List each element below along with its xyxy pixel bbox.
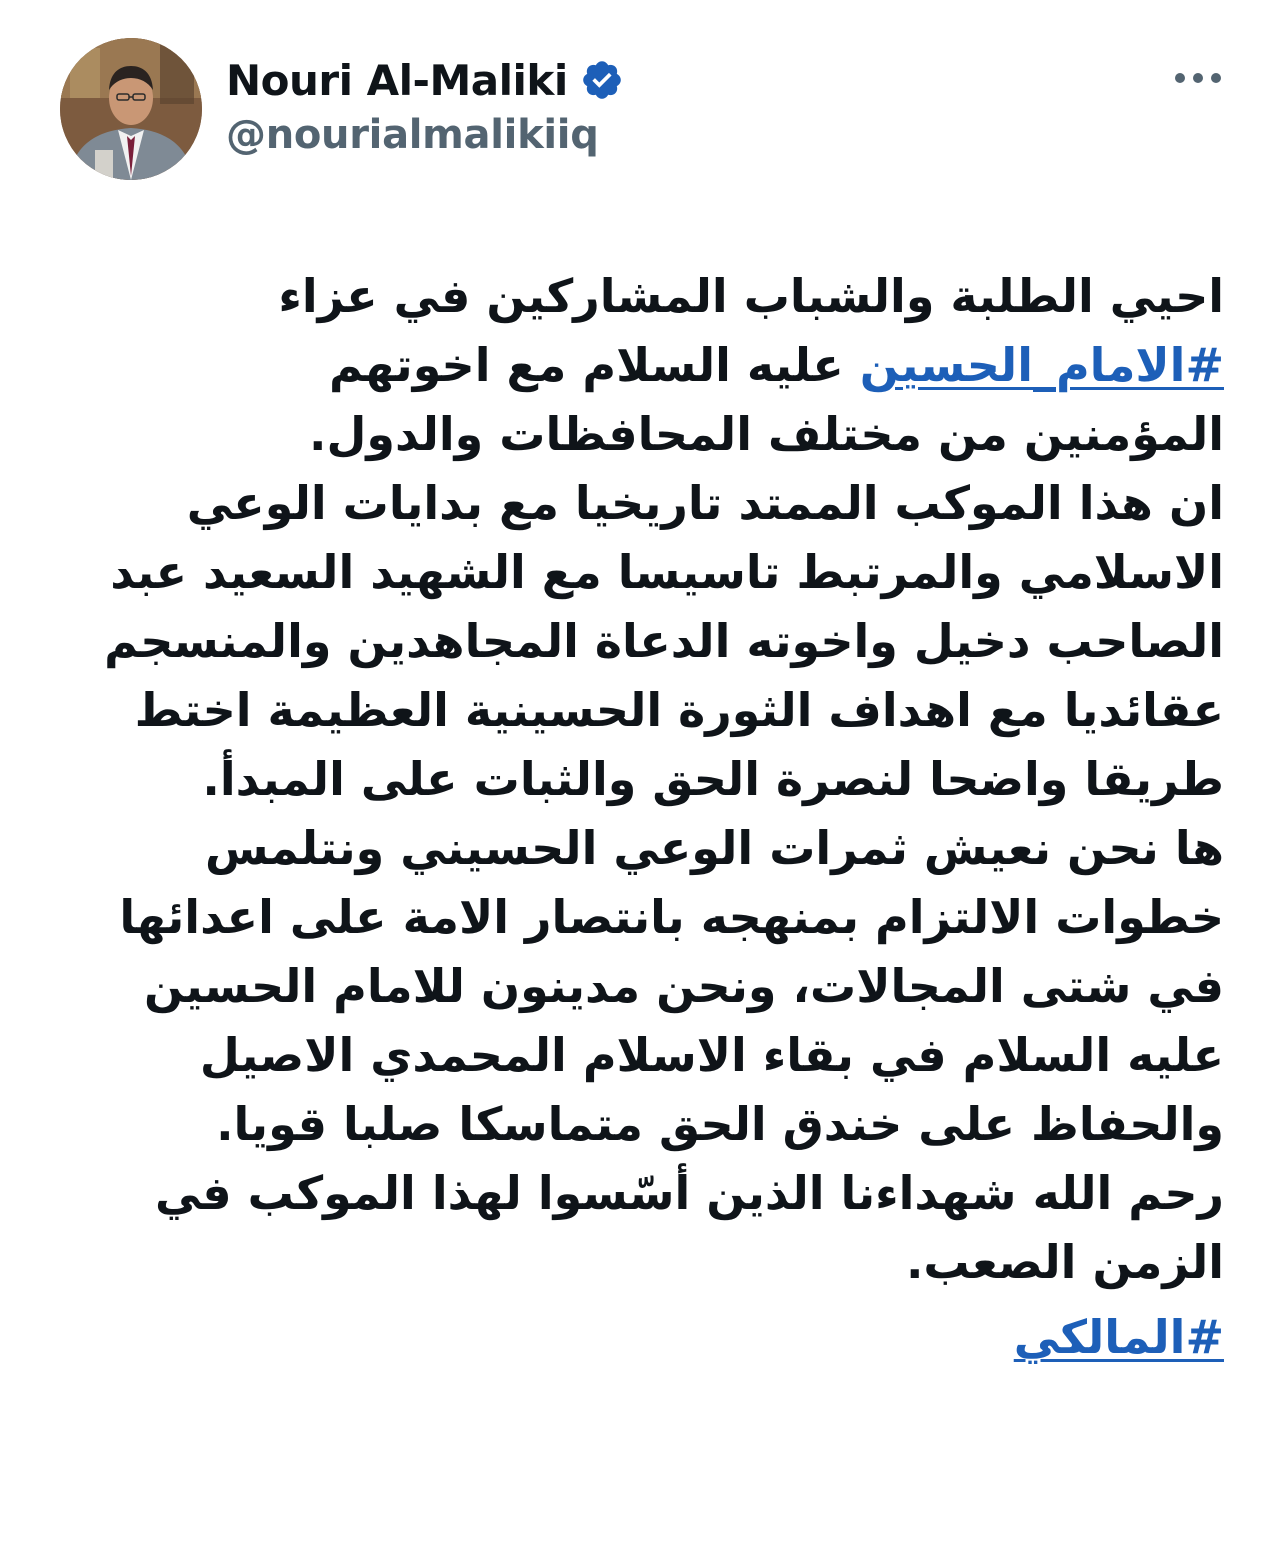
tweet-paragraph-4: رحم الله شهداءنا الذين أسّسوا لهذا الموكب في الزمن الصعب. [154,1166,1224,1289]
profile-photo [60,38,202,180]
avatar[interactable] [60,38,202,180]
more-horizontal-icon [1174,72,1222,84]
tweet-paragraph-3: ها نحن نعيش ثمرات الوعي الحسيني ونتلمس خطوات الالتزام بمنهجه بانتصار الامة على اعدائها في شتى المجالات، ونحن مدينون للامام الحسين عليه السلام في بقاء الاسلام المحمدي الاصيل والحفاظ على خندق الحق متماسكا صلبا قويا. [119,821,1224,1151]
verified-badge-icon [580,58,624,102]
tweet-line: المؤمنين من مختلف المحافظات والدول. [309,407,1224,461]
tweet-line: عليه السلام مع اخوتهم [328,338,860,392]
hashtag-link[interactable]: #المالكي [1013,1310,1224,1364]
more-options-button[interactable] [1166,58,1230,98]
tweet-paragraph-1 [50,262,1224,469]
tweet-line: احيي الطلبة والشباب المشاركين في عزاء [278,269,1224,323]
tweet-sign-off [50,1297,1224,1372]
user-handle[interactable]: @nourialmalikiiq [226,112,599,158]
name-row [226,50,624,110]
tweet-header [0,0,1284,200]
tweet-text [50,262,1224,1372]
display-name[interactable]: Nouri Al-Maliki [226,55,568,105]
tweet-paragraph-2: ان هذا الموكب الممتد تاريخيا مع بدايات الوعي الاسلامي والمرتبط تاسيسا مع الشهيد السعيد عبد الصاحب دخيل واخوته الدعاة المجاهدين والمنسجم عقائديا مع اهداف الثورة الحسينية العظيمة اختط طريقا واضحا لنصرة الحق والثبات على المبدأ. [104,476,1224,806]
hashtag-link[interactable]: #الامام_الحسين [859,338,1224,392]
